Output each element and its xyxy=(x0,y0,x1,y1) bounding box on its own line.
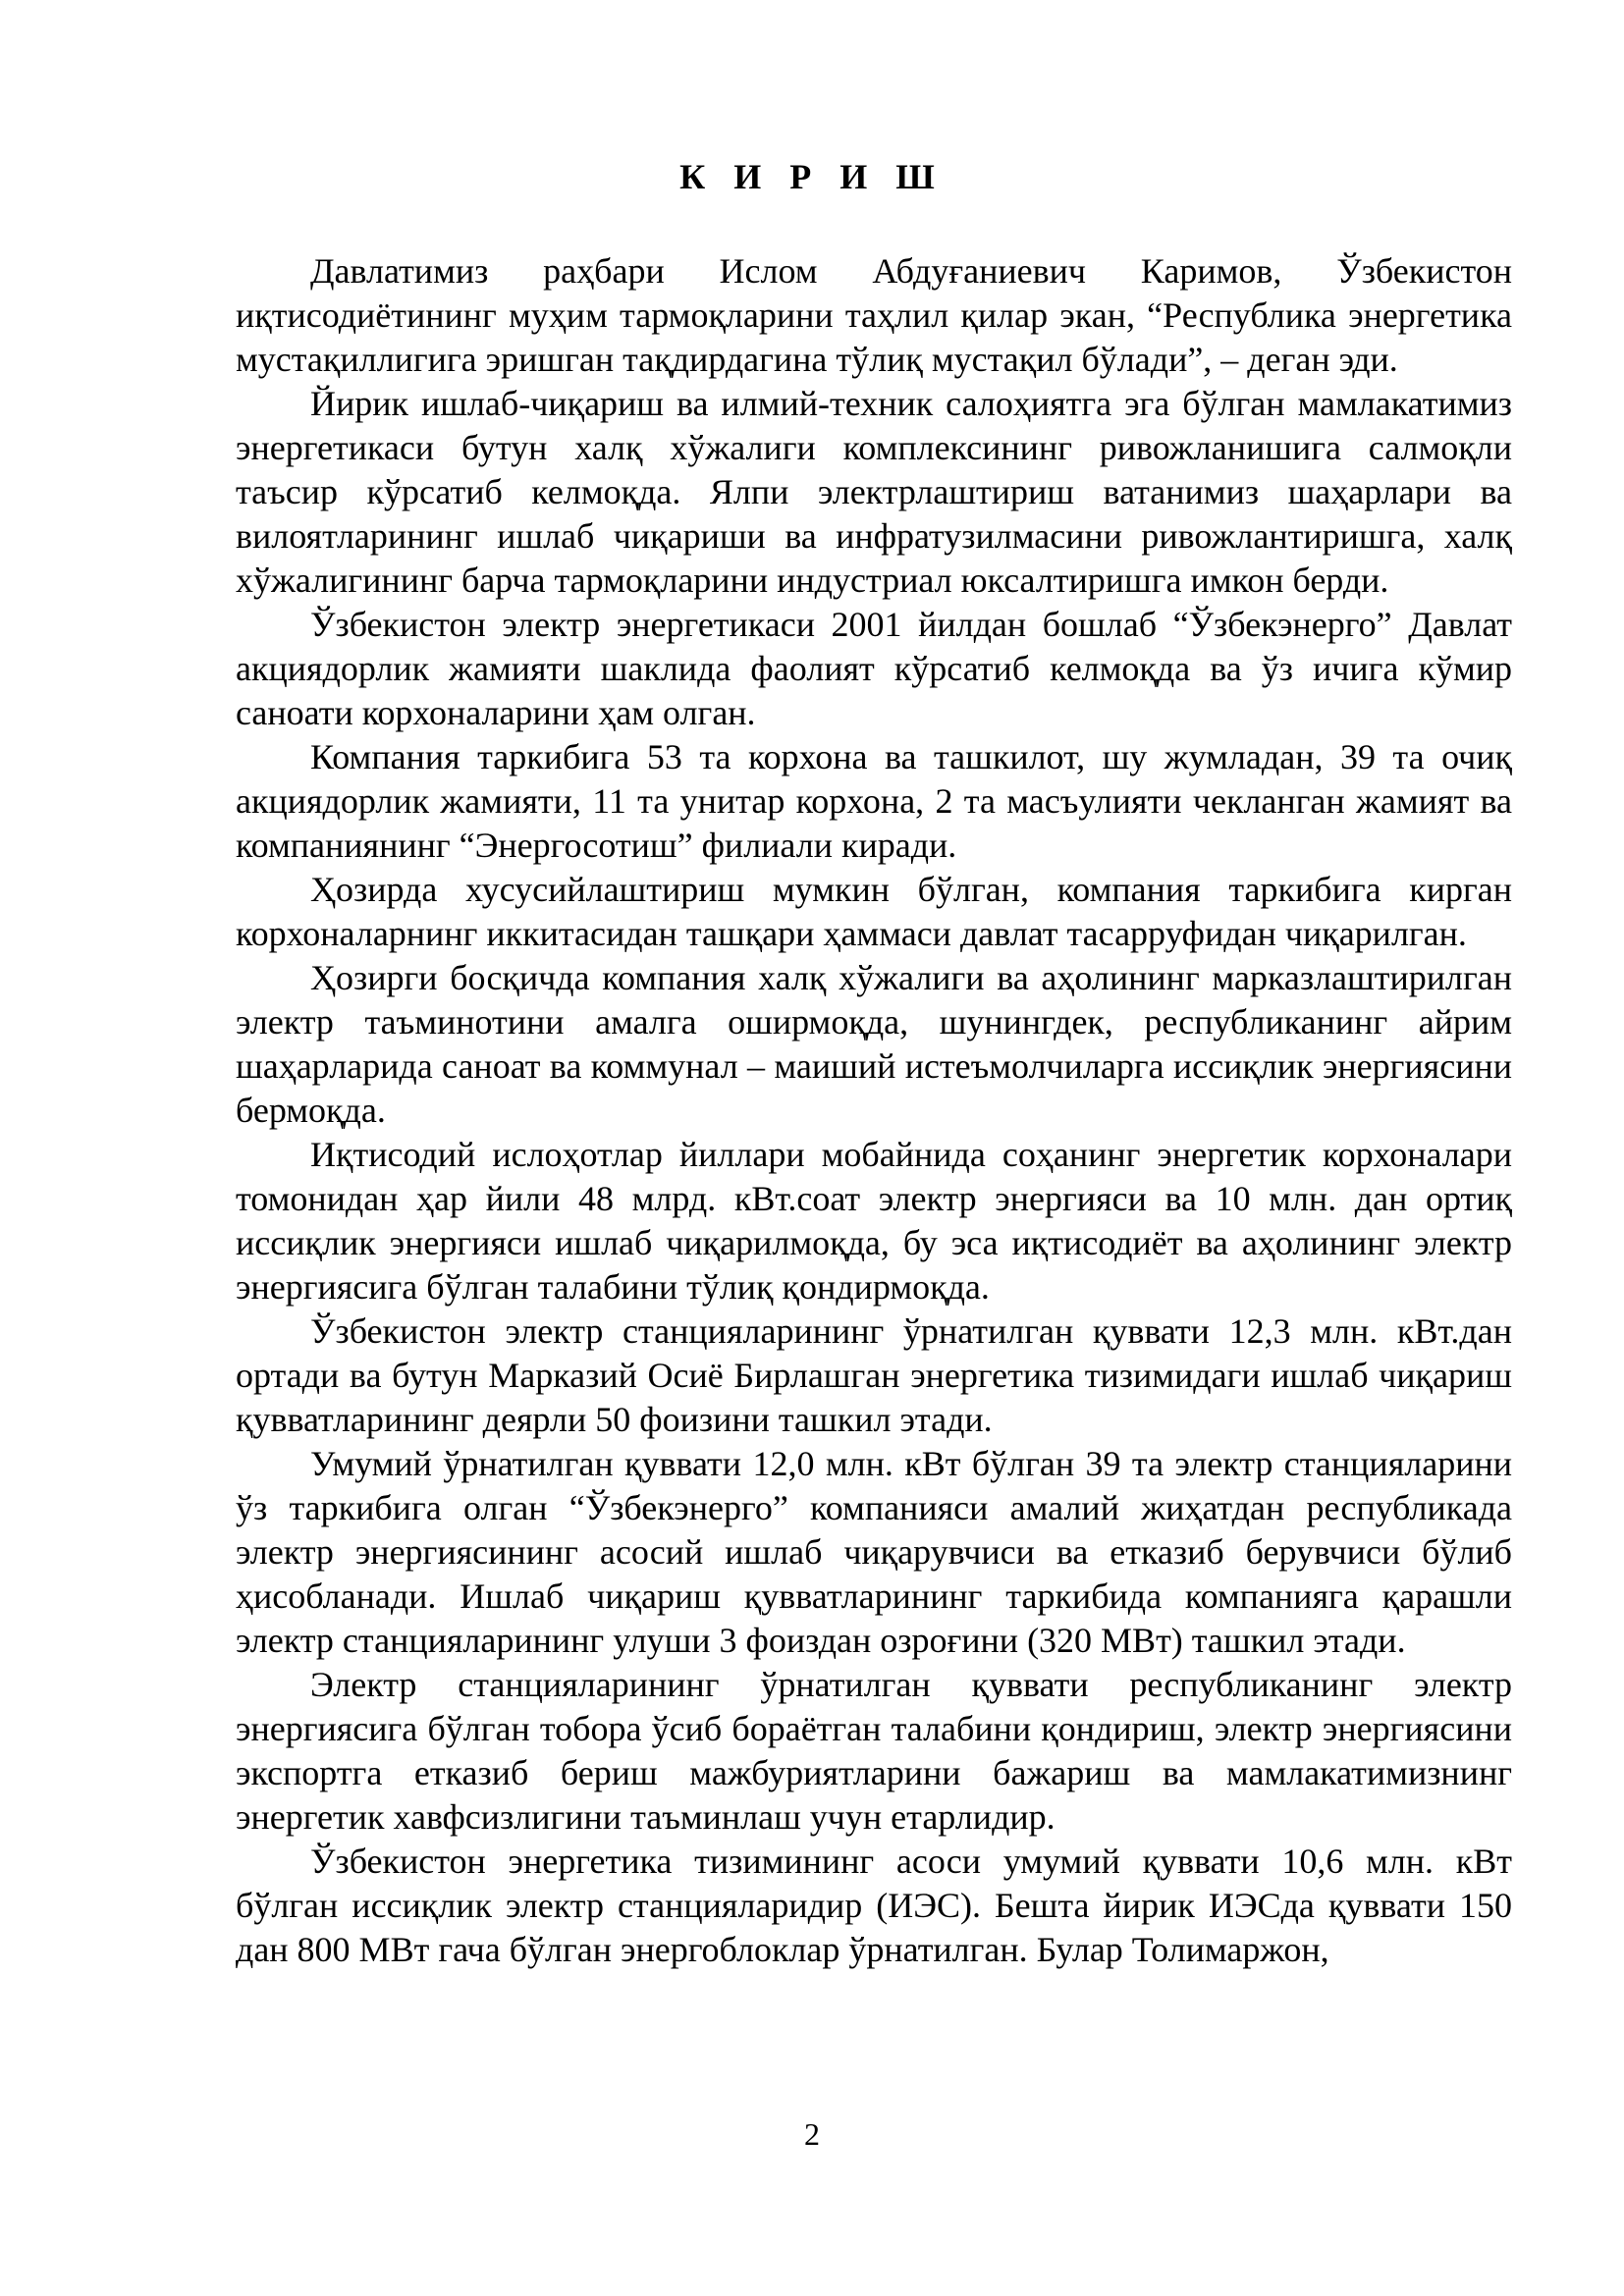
paragraph: Ҳозирда хусусийлаштириш мумкин бўлган, компания таркибига кирган корхоналарнинг иккитасидан ташқари ҳаммаси давлат тасарруфидан чиқарилган. xyxy=(236,870,1512,953)
paragraph: Умумий ўрнатилган қуввати 12,0 млн. кВт бўлган 39 та электр станцияларини ўз таркибига олган “Ўзбекэнерго” компанияси амалий жиҳатдан республикада электр энергиясининг асосий ишлаб чиқарувчиси ва етказиб берувчиси бўлиб ҳисобланади. Ишлаб чиқариш қувватларининг таркибида компанияга қарашли электр станцияларининг улуши 3 фоиздан озроғини (320 МВт) ташкил этади. xyxy=(236,1444,1512,1660)
body-text xyxy=(236,249,1512,1972)
paragraph: Йирик ишлаб-чиқариш ва илмий-техник салоҳиятга эга бўлган мамлакатимиз энергетикаси бутун халқ хўжалиги комплексининг ривожланишига салмоқли таъсир кўрсатиб келмоқда. Ялпи электрлаштириш ватанимиз шаҳарлари ва вилоятларининг ишлаб чиқариши ва инфратузилмасини ривожлантиришга, халқ хўжалигининг барча тармоқларини индустриал юксалтиришга имкон берди. xyxy=(236,384,1512,600)
page-title: К И Р И Ш xyxy=(679,157,945,196)
paragraph: Компания таркибига 53 та корхона ва ташкилот, шу жумладан, 39 та очиқ акциядорлик жамияти, 11 та унитар корхона, 2 та масъулияти чекланган жамият ва компаниянинг “Энергосотиш” филиали киради. xyxy=(236,737,1512,865)
paragraph: Электр станцияларининг ўрнатилган қуввати республиканинг электр энергиясига бўлган тобора ўсиб бораётган талабини қондириш, электр энергиясини экспортга етказиб бериш мажбуриятларини бажариш ва мамлакатимизнинг энергетик хавфсизлигини таъминлаш учун етарлидир. xyxy=(236,1665,1512,1837)
page-number: 2 xyxy=(804,2116,820,2152)
paragraph: Иқтисодий ислоҳотлар йиллари мобайнида соҳанинг энергетик корхоналари томонидан ҳар йили 48 млрд. кВт.соат электр энергияси ва 10 млн. дан ортиқ иссиқлик энергияси ишлаб чиқарилмоқда, бу эса иқтисодиёт ва аҳолининг электр энергиясига бўлган талабини тўлиқ қондирмоқда. xyxy=(236,1135,1512,1307)
paragraph: Ҳозирги босқичда компания халқ хўжалиги ва аҳолининг марказлаштирилган электр таъминотини амалга оширмоқда, шунингдек, республиканинг айрим шаҳарларида саноат ва коммунал – маиший истеъмолчиларга иссиқлик энергиясини бермоқда. xyxy=(236,958,1512,1130)
paragraph: Ўзбекистон электр энергетикаси 2001 йилдан бошлаб “Ўзбекэнерго” Давлат акциядорлик жамияти шаклида фаолият кўрсатиб келмоқда ва ўз ичига кўмир саноати корхоналарини ҳам олган. xyxy=(236,605,1512,732)
paragraph: Ўзбекистон электр станцияларининг ўрнатилган қуввати 12,3 млн. кВт.дан ортади ва бутун Марказий Осиё Бирлашган энергетика тизимидаги ишлаб чиқариш қувватларининг деярли 50 фоизини ташкил этади. xyxy=(236,1311,1512,1439)
paragraph: Ўзбекистон энергетика тизимининг асоси умумий қуввати 10,6 млн. кВт бўлган иссиқлик электр станцияларидир (ИЭС). Бешта йирик ИЭСда қуввати 150 дан 800 МВт гача бўлган энергоблоклар ўрнатилган. Булар Толимаржон, xyxy=(236,1842,1512,1969)
paragraph: Давлатимиз раҳбари Ислом Абдуғаниевич Каримов, Ўзбекистон иқтисодиётининг муҳим тармоқларини таҳлил қилар экан, “Республика энергетика мустақиллигига эришган тақдирдагина тўлиқ мустақил бўлади”, – деган эди. xyxy=(236,251,1512,379)
